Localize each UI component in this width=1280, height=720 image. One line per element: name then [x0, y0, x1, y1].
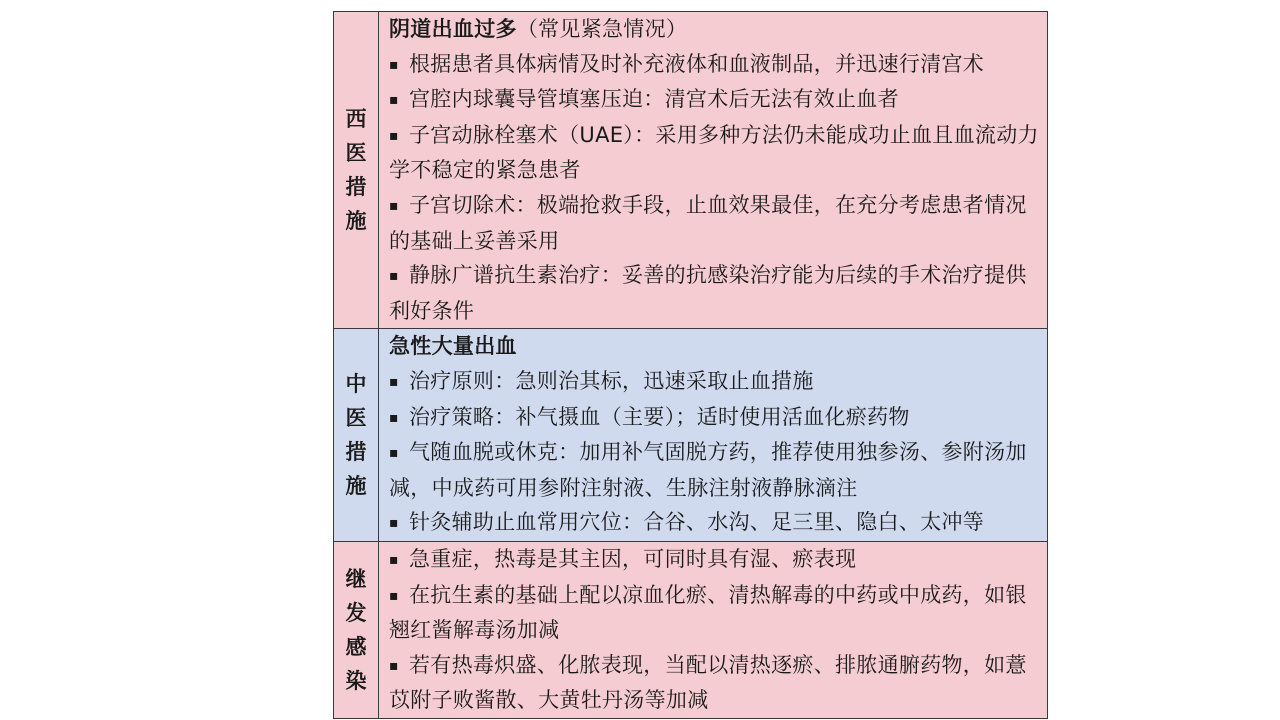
section-content-western — [379, 12, 1048, 329]
list-item: ▪ 在抗生素的基础上配以凉血化瘀、清热解毒的中药或中成药，如银翘红酱解毒汤加减 — [389, 578, 1039, 648]
list-item: ▪ 若有热毒炽盛、化脓表现，当配以清热逐瘀、排脓通腑药物，如薏苡附子败酱散、大黄牡丹汤等加减 — [389, 648, 1039, 718]
table-row-tcm — [334, 329, 1048, 542]
bullet-icon: ▪ — [389, 373, 399, 390]
bullet-icon: ▪ — [389, 551, 399, 568]
list-item: ▪ 子宫动脉栓塞术（UAE）：采用多种方法仍未能成功止血且血流动力学不稳定的紧急患者 — [389, 118, 1039, 188]
list-item: ▪ 静脉广谱抗生素治疗：妥善的抗感染治疗能为后续的手术治疗提供利好条件 — [389, 258, 1039, 328]
list-item: ▪ 气随血脱或休克：加用补气固脱方药，推荐使用独参汤、参附汤加减，中成药可用参附注射液、生脉注射液静脉滴注 — [389, 435, 1039, 505]
section-label-tcm: 中医措施 — [334, 329, 379, 542]
bullet-icon: ▪ — [389, 56, 399, 73]
section-content-tcm — [379, 329, 1048, 542]
bullet-icon: ▪ — [389, 445, 399, 462]
section-content-infection — [379, 541, 1048, 718]
section-heading-western: 阴道出血过多（常见紧急情况） — [389, 17, 688, 41]
bullet-icon: ▪ — [389, 657, 399, 674]
list-item: ▪ 治疗策略：补气摄血（主要）；适时使用活血化瘀药物 — [389, 400, 1039, 436]
bullet-icon: ▪ — [389, 92, 399, 109]
section-heading-note: （常见紧急情况） — [516, 17, 688, 41]
bullet-icon: ▪ — [389, 587, 399, 604]
list-item: ▪ 针灸辅助止血常用穴位：合谷、水沟、足三里、隐白、太冲等 — [389, 505, 1039, 541]
treatment-table — [333, 11, 1048, 719]
list-item: ▪ 子宫切除术：极端抢救手段，止血效果最佳，在充分考虑患者情况的基础上妥善采用 — [389, 188, 1039, 258]
table-row-western-medicine — [334, 12, 1048, 329]
bullet-icon: ▪ — [389, 268, 399, 285]
list-item: ▪ 治疗原则：急则治其标，迅速采取止血措施 — [389, 364, 1039, 400]
bullet-icon: ▪ — [389, 197, 399, 214]
bullet-icon: ▪ — [389, 127, 399, 144]
section-label-infection: 继发感染 — [334, 541, 379, 718]
list-item: ▪ 急重症，热毒是其主因，可同时具有湿、瘀表现 — [389, 542, 1039, 578]
section-label-western: 西医措施 — [334, 12, 379, 329]
list-item: ▪ 根据患者具体病情及时补充液体和血液制品，并迅速行清宫术 — [389, 47, 1039, 83]
list-item: ▪ 宫腔内球囊导管填塞压迫：清宫术后无法有效止血者 — [389, 82, 1039, 118]
bullet-icon: ▪ — [389, 515, 399, 532]
section-heading-tcm: 急性大量出血 — [389, 334, 517, 359]
table-row-secondary-infection — [334, 541, 1048, 718]
bullet-icon: ▪ — [389, 409, 399, 426]
